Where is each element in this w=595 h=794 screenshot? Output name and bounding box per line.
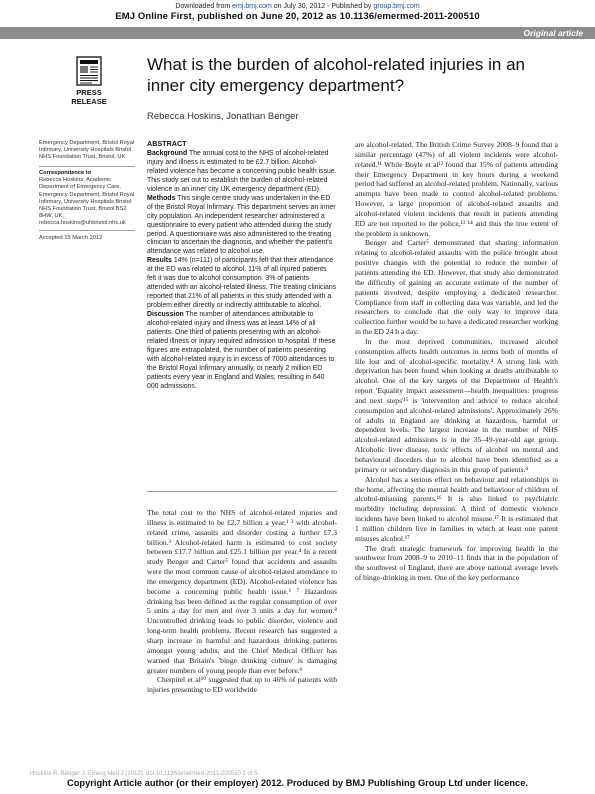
- abstract-discussion: [147, 311, 337, 392]
- discussion-text: The number of attendances attributable to alcohol-related injury and illness was at least 14% of all patients. One third of patients presenting with an alcohol-related illness or injury required admission to hospital. If these figures are extrapolated, the number of patients presenting with alcohol-related injury is in excess of 7000 attendances to the Bristol Royal Infirmary annually, or nearly 2 million ED patients every year in England and Wales, resulting in 640 000 admissions.: [147, 311, 336, 390]
- methods-label: Methods: [147, 194, 176, 202]
- abstract: [147, 140, 337, 392]
- body-paragraph: The draft strategic framework for improving health in the southwest from 2008–9 to 2010–11 finds that in the population of the southwest of England, there are above national average levels of binge-drinking in men. One of the key performance: [355, 543, 558, 583]
- abstract-background: [147, 150, 337, 195]
- affiliation: Emergency Department, Bristol Royal Infirmary, University Hospitals Bristol NHS Foundation Trust, Bristol, UK: [39, 140, 135, 161]
- newspaper-icon: [72, 54, 106, 88]
- background-text: The annual cost to the NHS of alcohol-related injury and illness is estimated to be £2.7 billion. Alcohol-related violence has become a concerning public health issue. This study set out to establish the burden of alcohol-related violence in an inner city UK emergency department (ED).: [147, 149, 337, 193]
- sidebar-divider-2: [39, 230, 135, 231]
- results-text: 14% (n=111) of participants felt that their attendance at the ED was related to alcohol. 11% of all injured patients felt it was due to alcohol consumption. 3% of patients attended with an alcohol-related illness. The treating clinicians reported that 21% of all patients in this study attended with a problem either directly or indirectly attributable to alcohol.: [147, 257, 337, 310]
- methods-text: This single centre study was undertaken in the ED of the Bristol Royal Infirmary. This department serves an inner city population. An independent researcher administered a questionnaire to every patient who attended during the study period. A questionnaire was also administered to the treating clinician to ascertain the diagnosis, and whether the patient's attendance was related to alcohol use.: [147, 194, 336, 256]
- sidebar-divider: [39, 166, 135, 167]
- body-paragraph: Benger and Carter⁵ demonstrated that sharing information relating to alcohol-related assaults with the police brought about positive changes with the potential to reduce the number of patients attending the ED. However, that study also demonstrated the difficulty of gaining an accurate estimate of the number of patients involved, despite employing a dedicated researcher. Compliance from staff in collecting data was variable, and led the researchers to conclude that the only way to improve data collection further would be to have a dedicated researcher working in the ED 24 h a day.: [355, 238, 558, 337]
- download-mid: on July 30, 2012 - Published by: [271, 3, 374, 10]
- results-label: Results: [147, 257, 172, 265]
- accepted-date: Accepted 15 March 2012: [39, 235, 103, 242]
- press-line-1: PRESS: [76, 88, 102, 97]
- citation-footer: Hoskins R, Benger J. Emerg Med J (2012). doi:10.1136/emermed-2011-200510 1 of 5: [30, 771, 258, 777]
- abstract-results: [147, 257, 337, 311]
- press-release-badge: [58, 54, 120, 106]
- copyright-notice: Copyright Article author (or their employer) 2012. Produced by BMJ Publishing Group Ltd under licence.: [67, 778, 528, 788]
- discussion-label: Discussion: [147, 311, 184, 319]
- abstract-divider: [147, 491, 337, 492]
- abstract-heading: ABSTRACT: [147, 139, 187, 148]
- correspondence-body: Rebecca Hoskins, Academic Department of Emergency Care, Emergency Department, Bristol Royal Infirmary, University Hospitals Bristol NHS Foundation Trust, Bristol BS2 8HW, UK; rebecca.hoskins@uhbristol.nhs.uk: [39, 177, 135, 226]
- download-prefix: Downloaded from: [175, 3, 233, 10]
- article-title: What is the burden of alcohol-related injuries in an inner city emergency department?: [147, 55, 525, 95]
- article-type-label: Original article: [523, 28, 583, 38]
- body-paragraph: are alcohol-related. The British Crime Survey 2008–9 found that a similar percentage (47%) of all violent incidents were alcohol-related.¹¹ While Boyle et al¹² found that 15% of patients attending their Emergency Department in key hours during a weekend period had suffered an alcohol-related problem. Nationally, various attempts have been made to control alcohol-related problems. However, a large proportion of alcohol-related assaults and alcohol-related violent incidents that result in patients attending ED are not reported to the police,¹³ ¹⁴ and thus the true extent of the problem is unknown.: [355, 140, 558, 238]
- press-line-2: RELEASE: [71, 97, 107, 106]
- page-header: [0, 0, 595, 22]
- article-authors: Rebecca Hoskins, Jonathan Benger: [147, 111, 299, 122]
- download-link-emj[interactable]: emj.bmj.com: [232, 3, 272, 10]
- body-paragraph: Cherpitel et al¹⁰ suggested that up to 46% of patients with injuries presenting to ED worldwide: [147, 675, 337, 695]
- body-right-column: [355, 140, 558, 583]
- download-notice: [0, 2, 595, 11]
- article-type-ribbon: [0, 27, 595, 39]
- author-info-sidebar: [39, 140, 135, 242]
- download-link-group[interactable]: group.bmj.com: [373, 3, 420, 10]
- online-first-notice: EMJ Online First, published on June 20, 2012 as 10.1136/emermed-2011-200510: [115, 11, 480, 22]
- body-left-column: [147, 508, 337, 695]
- body-paragraph: The total cost to the NHS of alcohol-related injuries and illness is estimated to be £2.7 billion a year,¹ ² with alcohol-related crime, assaults and disorder costing a further £7.3 billion.³ Alcohol-related harm is estimated to cost society between £17.7 billion and £25.1 billion per year.⁴ In a recent study Benger and Carter⁵ found that accidents and assaults were the most common cause of alcohol-related attendance to the emergency department (ED). Alcohol-related violence has become a concerning public health issue.⁶ ⁷ Hazardous drinking has been defined as the regular consumption of over 5 units a day for men and over 3 units a day for women.⁸ Uncontrolled drinking leads to public disorder, violence and long-term health problems. Recent research has suggested a sharp increase in harmful and hazardous drinking patterns amongst young adults, and the Chief Medical Officer has warned that Britain's 'binge drinking culture' is damaging greater numbers of young people than ever before.⁹: [147, 508, 337, 675]
- background-label: Background: [147, 149, 188, 157]
- body-paragraph: Alcohol has a serious effect on behaviour and relationships in the home, affecting the mental health and behaviour of children of alcohol-misusing parents.¹⁶ It is also linked to psychiatric morbidity including depression. A third of domestic violence incidents have been linked to alcohol misuse.¹⁷ It is estimated that 1 million children live in families in which at least one parent misuses alcohol.¹⁷: [355, 474, 558, 543]
- body-paragraph: In the most deprived communities, increased alcohol consumption affects health outcomes in terms both of months of life lost and of alcohol-specific mortality.⁴ A strong link with deprivation has been found when looking at deaths attributable to alcohol. One of the key targets of the Department of Health's report 'Equality impact assessment—health inequalities: progress and next steps'¹⁵ is 'intervention and advice to reduce alcohol consumption and alcohol-related admissions'. Approximately 26% of adults in England are drinking at hazardous, harmful or dependent levels. The largest increase in the number of NHS alcohol-related admissions is in the 35–49-year-old age group. Alcoholic liver disease, toxic effects of alcohol on mental and behavioural disorders due to alcohol have been identified as a primary or secondary diagnosis in this group of patients.⁴: [355, 336, 558, 474]
- abstract-methods: [147, 195, 337, 258]
- correspondence-heading: Correspondence to: [39, 170, 92, 177]
